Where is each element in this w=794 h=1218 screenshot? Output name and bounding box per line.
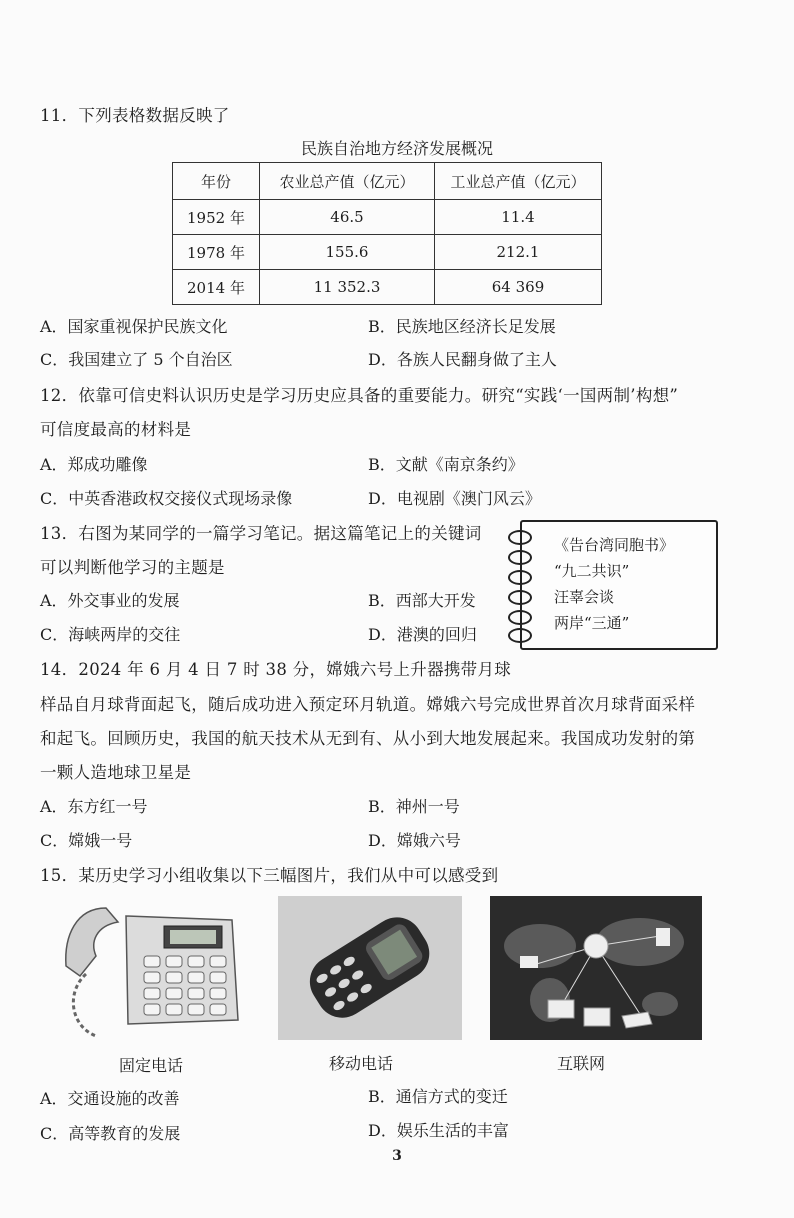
q14-option-d[interactable]: D．嫦娥六号 [368, 831, 461, 850]
internet-image [490, 896, 702, 1040]
q13-option-c[interactable]: C．海峡两岸的交往 [40, 625, 181, 644]
q15-option-c[interactable]: C．高等教育的发展 [40, 1124, 181, 1143]
table-row [173, 270, 602, 305]
q14-option-a[interactable]: A．东方红一号 [40, 797, 148, 816]
landline-caption: 固定电话 [118, 1056, 183, 1075]
q11-data-table [172, 162, 602, 305]
q14-line2: 样品自月球背面起飞，随后成功进入预定环月轨道。嫦娥六号完成世界首次月球背面采样 [40, 695, 696, 714]
cell-industry: 64 369 [435, 270, 602, 305]
cell-year: 1978 年 [173, 235, 260, 270]
table-row [173, 235, 602, 270]
cell-agriculture: 46.5 [260, 200, 435, 235]
q13-option-d[interactable]: D．港澳的回归 [368, 625, 477, 644]
cell-agriculture: 155.6 [260, 235, 435, 270]
q12-option-b[interactable]: B．文献《南京条约》 [368, 455, 524, 474]
cell-industry: 212.1 [435, 235, 602, 270]
spiral-ring-icon [508, 610, 532, 625]
q13-option-b[interactable]: B．西部大开发 [368, 591, 476, 610]
q15-option-a[interactable]: A．交通设施的改善 [40, 1089, 180, 1108]
q12-option-d[interactable]: D．电视剧《澳门风云》 [368, 489, 541, 508]
mobile-phone-image [278, 896, 462, 1040]
note-keyword: 两岸“三通” [554, 614, 630, 632]
q11-stem: 11．下列表格数据反映了 [40, 106, 230, 125]
q15-option-d[interactable]: D．娱乐生活的丰富 [368, 1121, 509, 1140]
q14-line1: 14．2024 年 6 月 4 日 7 时 38 分，嫦娥六号上升器携带月球 [40, 660, 512, 679]
q11-option-d[interactable]: D．各族人民翻身做了主人 [368, 350, 557, 369]
q15-option-b[interactable]: B．通信方式的变迁 [368, 1087, 508, 1106]
spiral-ring-icon [508, 530, 532, 545]
q12-stem-line1: 12．依靠可信史料认识历史是学习历史应具备的重要能力。研究“实践‘一国两制’构想” [40, 386, 679, 405]
q12-option-a[interactable]: A．郑成功雕像 [40, 455, 148, 474]
note-keyword: “九二共识” [554, 562, 630, 580]
cell-agriculture: 11 352.3 [260, 270, 435, 305]
spiral-ring-icon [508, 570, 532, 585]
q13-stem-line1: 13．右图为某同学的一篇学习笔记。据这篇笔记上的关键词 [40, 524, 482, 543]
spiral-ring-icon [508, 590, 532, 605]
q11-option-a[interactable]: A．国家重视保护民族文化 [40, 317, 228, 336]
internet-caption: 互联网 [556, 1054, 605, 1073]
q12-stem-line2: 可信度最高的材料是 [40, 420, 192, 439]
table-header-row [173, 163, 602, 200]
study-notebook [520, 520, 718, 650]
note-keyword: 汪辜会谈 [554, 588, 615, 606]
q15-stem: 15．某历史学习小组收集以下三幅图片，我们从中可以感受到 [40, 866, 499, 885]
spiral-ring-icon [508, 628, 532, 643]
q14-line3: 和起飞。回顾历史，我国的航天技术从无到有、从小到大地发展起来。我国成功发射的第 [40, 729, 696, 748]
q14-line4: 一颗人造地球卫星是 [40, 763, 192, 782]
q11-option-b[interactable]: B．民族地区经济长足发展 [368, 317, 556, 336]
q13-option-a[interactable]: A．外交事业的发展 [40, 591, 180, 610]
cell-industry: 11.4 [435, 200, 602, 235]
spiral-ring-icon [508, 550, 532, 565]
q11-option-c[interactable]: C．我国建立了 5 个自治区 [40, 350, 233, 369]
cell-year: 2014 年 [173, 270, 260, 305]
mobile-caption: 移动电话 [328, 1054, 393, 1073]
note-keyword: 《告台湾同胞书》 [554, 536, 675, 554]
cell-year: 1952 年 [173, 200, 260, 235]
page-number: 3 [392, 1148, 402, 1164]
table-row [173, 200, 602, 235]
q14-option-b[interactable]: B．神州一号 [368, 797, 460, 816]
q12-option-c[interactable]: C．中英香港政权交接仪式现场录像 [40, 489, 293, 508]
q11-table-title: 民族自治地方经济发展概况 [300, 139, 493, 158]
header-year: 年份 [173, 163, 260, 200]
landline-phone-image [56, 896, 242, 1042]
q14-option-c[interactable]: C．嫦娥一号 [40, 831, 133, 850]
header-industry: 工业总产值（亿元） [435, 163, 602, 200]
q13-stem-line2: 可以判断他学习的主题是 [40, 558, 225, 577]
header-agriculture: 农业总产值（亿元） [260, 163, 435, 200]
